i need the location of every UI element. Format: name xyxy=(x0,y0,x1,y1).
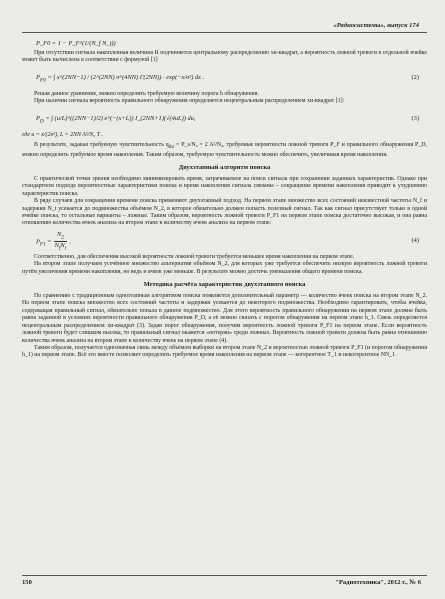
sensitivity-part-a: В результате, задавая требуемую чувствительность q xyxy=(34,142,169,149)
paragraph-detection-prob: При наличии сигнала вероятность правильного обнаружения определяется нецентральным распределением хи-квадрат [1]: xyxy=(34,98,345,105)
formula-4-lhs: P xyxy=(36,238,40,246)
equation-number-3: (3) xyxy=(411,114,419,122)
formula-3-lhs-sub: D xyxy=(39,117,44,124)
paragraph-chi-square-intro: При отсутствии сигнала накопленная величина R подчиняется центральному распределению хи-квадрат, а вероятность ложной тревоги в отдельной ячейке может быть вычислена в соответствии с формулой [1] xyxy=(22,50,427,64)
formula-2 xyxy=(22,69,427,87)
running-header: «Радиосистемы», выпуск 174 xyxy=(333,22,419,29)
formula-4: $P_{F1}$ = $\frac{N_2}{N_fN_t}$ . (4) xyxy=(36,230,419,252)
equation-number-2: (2) xyxy=(411,73,419,81)
sensitivity-sub: thr xyxy=(168,145,175,151)
section-title-method: Методика расчёта характеристик двухэтапного поиска xyxy=(143,281,306,289)
formula-4-den-sub-a: f xyxy=(58,245,61,252)
formula-4-num-sub: 2 xyxy=(61,234,64,241)
paragraph-conclusion: Таким образом, получается однозначная связь между объёмом выборки на втором этапе N_2 и вероятностью ложной тревоги P_F1 (и порогом обнаружения h_1) на первом этапе. Всё это вместе позволяет определить требуемое время накопления на первом этапе — когерентное T_1 и некогерентное NN_1. xyxy=(22,344,427,359)
formula-4-den-a: N xyxy=(54,242,59,250)
paragraph-accordingly: Соответственно, для обеспечения высокой вероятности ложной тревоги требуется меньшее время накопления на первом этапе. xyxy=(34,253,355,260)
paragraph-comparison: По сравнению с традиционным одноэтапным алгоритмом поиска появляется дополнительный параметр — количество ячеек поиска на втором этапе N_2. На первом этапе поиска множество всех состояний частоты и задержки усекается до некоторого подмножества. Необходимо гарантировать, чтобы ячейка, содержащая правильный сигнал, обязательно попала в данное подмножество. Для этого вероятность правильного обнаружения на первом этапе должна быть равна заданной в условиях вероятности правильного обнаружения P_D, а её можно связать с порогом обнаружения на первом этапе h_1. Связь определяется нецентральным распределением хи-квадрат (3). Задав порог обнаружения, получим вероятность ложной тревоги P_F1 на первом этапе. Если вероятность ложной тревоги будет слишком высока, то правильный сигнал окажется «потерян» среди ложных. Вероятность ложной тревоги должна быть равна отношению количества ячеек анализа на втором этапе к количеству ячеек на первом этапе (4). xyxy=(22,293,427,344)
formula-2-lhs: P xyxy=(36,73,40,81)
formula-pf0-text: P_F0 = 1 − P_F^(1/(N_f N_t)) xyxy=(36,40,116,47)
formula-4-fraction xyxy=(54,231,68,253)
formula-4-den-b: N xyxy=(60,242,65,250)
journal-name: "Радиотехника", 2012 г., № 6 xyxy=(335,579,421,586)
formula-3-body: = ∫ (u/L)^((2NN−1)/2) e^(−(x+L)) I_(2NN+1)(√(4uL)) du, xyxy=(45,114,196,122)
paragraph-second-stage: На втором этапе получаем усечённое множество альтернатив объёмом N_2, для которых уже требуется обеспечить низкую вероятность ложной тревоги путём увеличения времени накопления, но ведь и ячеек уже меньше. В результате можно достичь уменьшения общего времени поиска. xyxy=(22,261,427,275)
section-title-two-stage: Двухэтапный алгоритм поиска xyxy=(178,164,271,172)
equation-number-4: (4) xyxy=(411,236,419,244)
paragraph-threshold: Решая данное уравнение, можно определить требуемую величину порога h обнаружения. xyxy=(34,90,259,97)
header-rule xyxy=(22,32,427,33)
sensitivity-part-c: P_F и правильного обнаружения P_D, можно определить требуемое время накопления. Таким образом, требуемую чувствительность можно обеспечить, увеличивая время накопления. xyxy=(22,142,427,158)
footer xyxy=(22,579,427,586)
formula-4-lhs-sub: F1 xyxy=(39,241,46,248)
footer-rule xyxy=(22,575,427,576)
paragraph-two-stage: В ряде случаев для сокращения времени поиска применяют двухэтапный подход. На первом этапе множество всех состояний неизвестной частоты N_f и задержки N_t усекается до подмножества объёмом N_2, в которое обязательно должен попасть полезный сигнал. Так как сигнал присутствует только в одной ячейке поиска, то остальные варианты – ложные. Таким образом, вероятность ложной тревоги P_F1 на первом этапе поиска достаточно высокая, и она равна отношению количества ячеек анализа на втором этапе к количеству ячеек анализа на первом этапе: xyxy=(22,198,427,227)
formula-pf0 xyxy=(22,40,427,47)
formula-2-lhs-sub: F0 xyxy=(39,77,46,84)
paragraph-practical: С практической точки зрения необходимо минимизировать время, затрачиваемое на поиск сигнала при сохранении заданных характеристик. Однако при стандартном подходе вероятностные характеристики поиска и время накопления сигнала связаны – сокращение времени накопления приводит к ухудшению характеристик поиска. xyxy=(22,176,427,197)
formula-2-body: = ∫ x^(2NN−1) / (2^(2NN) σ^(4NN) Γ(2NN)) · exp(−x/σ²) dx . xyxy=(47,73,205,81)
formula-3-lhs: P xyxy=(36,114,40,122)
formula-3 xyxy=(22,110,427,128)
paragraph-sensitivity xyxy=(22,142,427,159)
formula-4-den-sub-b: t xyxy=(64,245,67,252)
paragraph-where-u: где u = x/(2σ²), L = 2NN A²/N₀ T . xyxy=(22,131,103,138)
page-number: 150 xyxy=(22,579,32,586)
sensitivity-part-b: = P_s/N₀ = 2 A²/N₀, требуемые вероятности ложной тревоги xyxy=(174,142,329,149)
formula-4-num: N xyxy=(56,230,62,238)
